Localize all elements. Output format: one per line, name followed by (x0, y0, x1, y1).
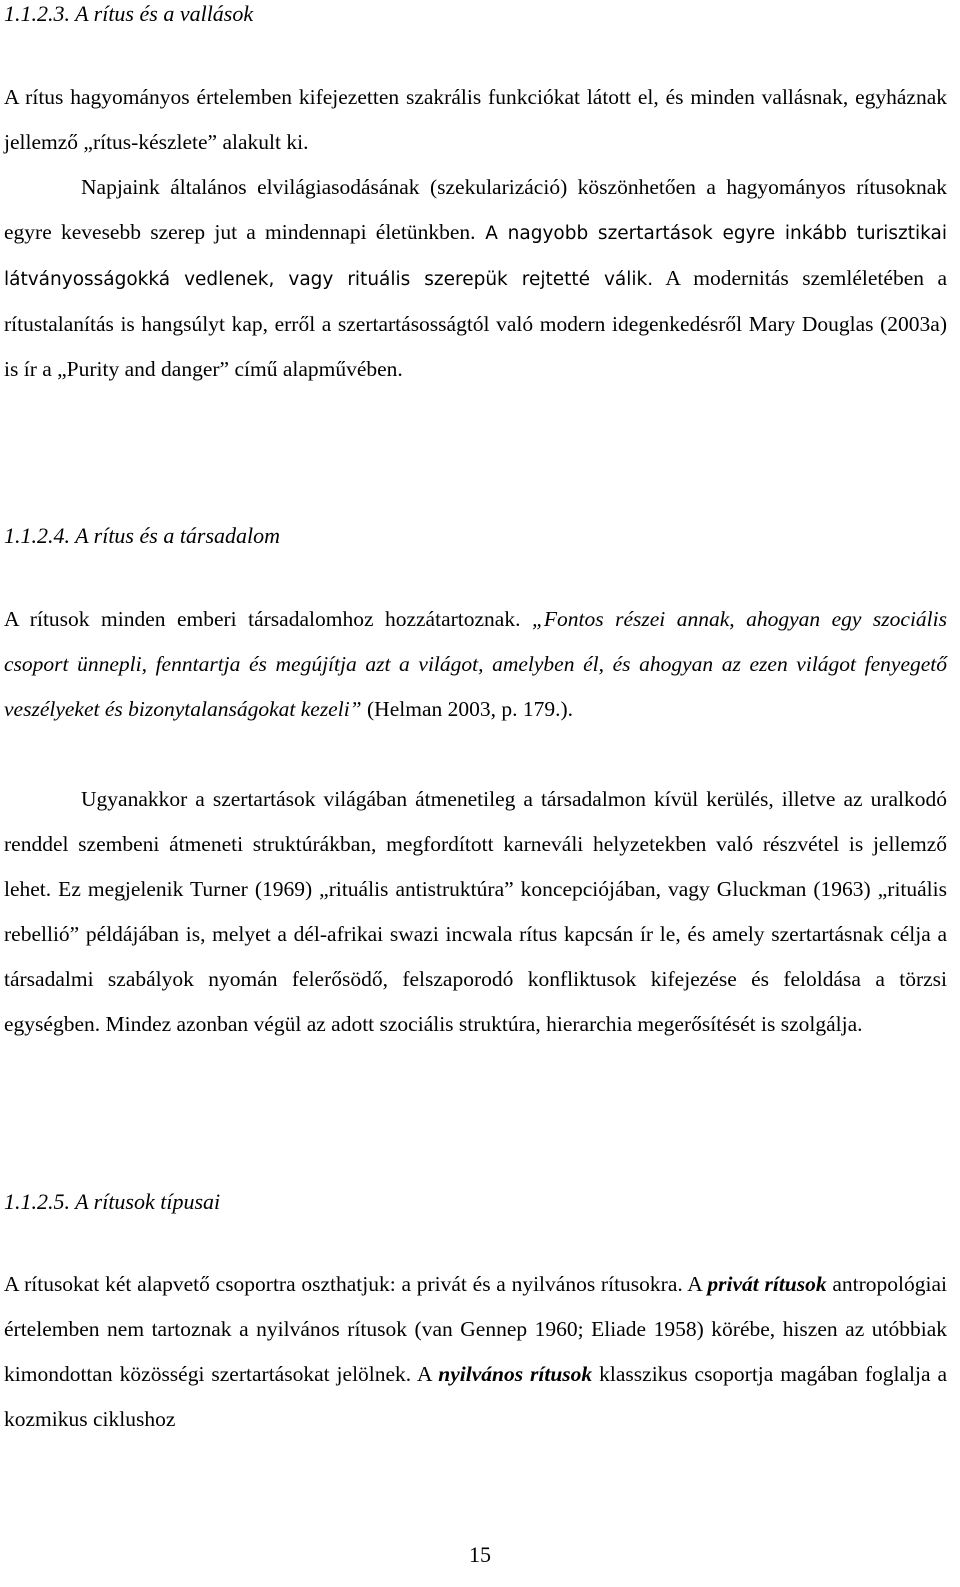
secularization-sentence: Napjaink általános elvilágiasodásának (szekularizáció) köszönhetően a hagyományos rítusoknak egyre kevesebb szerep jut a mindennapi életünkben. (4, 175, 947, 244)
page-number: 15 (469, 1542, 491, 1567)
helman-quote: „Fontos részei annak, ahogyan egy szociális csoport ünnepli, fenntartja és megújítja azt a világot, amelyben él, és ahogyan az ezen világot fenyegető veszélyeket és bizonytalanságokat kezeli” (4, 607, 947, 721)
section-heading-rites-and-religions: 1.1.2.3. A rítus és a vallások (4, 1, 254, 26)
rite-types-text-1: A rítusokat két alapvető csoportra oszthatjuk: a privát és a nyilvános rítusokra. A (4, 1272, 708, 1296)
term-public-rites: nyilvános rítusok (438, 1362, 593, 1386)
modernity-sentence: A modernitás szemléletében a rítustalanítás is hangsúlyt kap, erről a szertartásosságtól való modern idegenkedésről Mary Douglas (2003a) is ír a „Purity and danger” című alapművében. (4, 266, 947, 381)
paragraph-secularization (4, 165, 947, 392)
paragraph-rite-types (4, 1262, 947, 1442)
rite-types-text-3: klasszikus csoportja magában foglalja a kozmikus ciklushoz (4, 1362, 947, 1431)
rite-types-text-2: antropológiai értelemben nem tartoznak a nyilvános rítusok (van Gennep 1960; Eliade 1958) körébe, hiszen az utóbbiak kimondottan közösségi szertartásokat jelölnek. A (4, 1272, 948, 1386)
term-private-rites: privát rítusok (707, 1272, 827, 1296)
society-sentence: A rítusok minden emberi társadalomhoz hozzátartoznak. (4, 607, 532, 631)
paragraph-antistructure: Ugyanakkor a szertartások világában átmenetileg a társadalmon kívül kerülés, illetve az uralkodó renddel szembeni átmeneti struktúrákban, megfordított karneváli helyzetekben való részvétel is jellemző lehet. Ez megjelenik Turner (1969) „rituális antistruktúra” koncepciójában, vagy Gluckman (1963) „rituális rebellió” példájában is, melyet a dél-afrikai swazi incwala rítus kapcsán ír le, és amely szertartásnak célja a társadalmi szabályok nyomán felerősödő, felszaporodó konfliktusok kifejezése és feloldása a törzsi egységben. Mindez azonban végül az adott szociális struktúra, hierarchia megerősítését is szolgálja. (4, 787, 947, 1036)
tourism-sentence: A nagyobb szertartások egyre inkább turisztikai látványosságokká vedlenek, vagy rituális szerepük rejtetté válik. (4, 223, 948, 290)
section-heading-rite-types: 1.1.2.5. A rítusok típusai (4, 1189, 221, 1214)
section-heading-rite-and-society: 1.1.2.4. A rítus és a társadalom (4, 523, 281, 548)
paragraph-rites-society (4, 597, 947, 732)
helman-citation: (Helman 2003, p. 179.). (361, 697, 574, 721)
paragraph-rite-traditional: A rítus hagyományos értelemben kifejezetten szakrális funkciókat látott el, és minden vallásnak, egyháznak jellemző „rítus-készlete” alakult ki. (4, 85, 947, 154)
